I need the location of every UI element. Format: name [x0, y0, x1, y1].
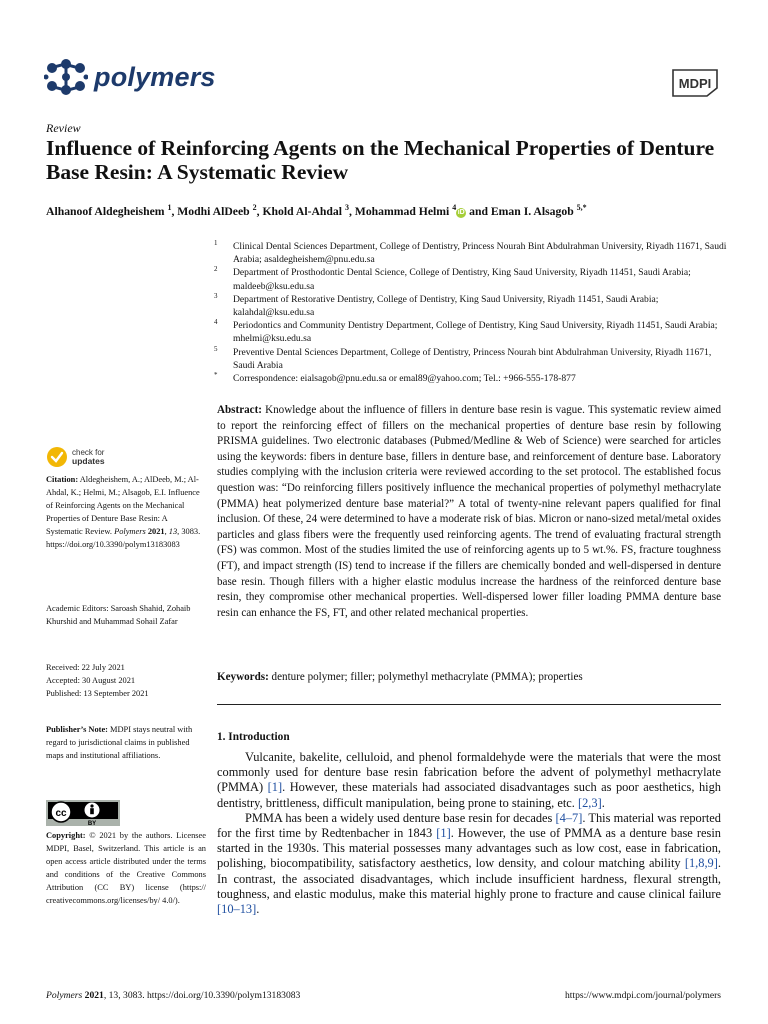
- author-name[interactable]: Eman I. Alsagob: [490, 204, 574, 218]
- abstract-label: Abstract:: [217, 404, 262, 416]
- affiliation-text: Preventive Dental Sciences Department, College of Dentistry, Princess Nourah bint Abdulrahman University, Riyadh 11671, Saudi Arabia: [233, 346, 712, 371]
- affiliation-marker: 5,*: [576, 203, 587, 212]
- author-name[interactable]: Khold Al-Ahdal: [262, 204, 343, 218]
- check-for-updates-button[interactable]: [46, 446, 105, 468]
- paragraph: [217, 750, 721, 811]
- affiliation: [214, 319, 734, 345]
- svg-text:cc: cc: [55, 808, 67, 819]
- affiliation-marker: 1: [167, 203, 172, 212]
- author-name[interactable]: Modhi AlDeeb: [177, 204, 250, 218]
- journal-logo[interactable]: [44, 58, 216, 96]
- keywords-label: Keywords:: [217, 671, 269, 683]
- keywords-text: denture polymer; filler; polymethyl methacrylate (PMMA); properties: [271, 671, 583, 683]
- publishers-note-text: MDPI stays neutral with regard to jurisdictional claims in published maps and institutional affiliations.: [46, 725, 193, 760]
- citation-volume: 13: [168, 527, 178, 536]
- citation-link[interactable]: [10–13]: [217, 902, 257, 917]
- cc-by-license-icon[interactable]: [46, 800, 120, 826]
- copyright-text: © 2021 by the authors. Licensee MDPI, Basel, Switzerland. This article is an open access article distributed under the terms and conditions of the Creative Commons Attribution (CC BY) license (https:// creativecommons.org/licenses/by/ 4.0/).: [46, 831, 206, 905]
- correspondence-text: Correspondence: eialsagob@pnu.edu.sa or emal89@yahoo.com; Tel.: +966-555-178-877: [233, 373, 576, 385]
- citation-link[interactable]: [2,3]: [577, 795, 602, 810]
- text-run: Vulcanite, bakelite, celluloid, and phenol formaldehyde were the materials that were the most commonly used for denture base resin fabrication before the advent of polymethyl methacrylate (PMMA): [217, 750, 721, 795]
- citation-year: 2021: [147, 527, 165, 536]
- text-run: .: [256, 902, 260, 917]
- accepted-date: Accepted: 30 August 2021: [46, 676, 136, 685]
- footer-journal: Polymers: [46, 990, 83, 1001]
- mdpi-logo[interactable]: [669, 68, 721, 98]
- affiliation-number: 1: [214, 239, 218, 247]
- citation-text: Aldegheishem, A.; AlDeeb, M.; Al-Ahdal, K.; Helmi, M.; Alsagob, E.I. Influence of Reinforcing Agents on the Mechanical Properties of Denture Base Resin: A Systematic Review.: [46, 475, 200, 536]
- affiliation: [214, 266, 734, 292]
- affiliation-marker: 2: [252, 203, 257, 212]
- paragraph: [217, 811, 721, 917]
- check-updates-label: [72, 448, 105, 466]
- received-date: Received: 22 July 2021: [46, 663, 125, 672]
- check-updates-line1: check for: [72, 448, 105, 457]
- text-run: PMMA has been a widely used denture base resin for decades: [245, 810, 556, 825]
- affiliation-marker: 4: [452, 203, 457, 212]
- published-date: Published: 13 September 2021: [46, 689, 149, 698]
- citation-journal: Polymers: [114, 527, 146, 536]
- affiliations: [214, 240, 734, 385]
- publishers-note-label: Publisher’s Note:: [46, 725, 108, 734]
- citation-link[interactable]: [1,8,9]: [684, 856, 718, 871]
- orcid-icon[interactable]: iD: [457, 208, 465, 216]
- section-heading: 1. Introduction: [217, 731, 290, 743]
- check-updates-line2: updates: [72, 456, 105, 466]
- authors-conjunction: and: [469, 204, 488, 218]
- correspondence: [214, 372, 734, 385]
- author-list: Alhanoof Aldegheishem $^1$, Modhi AlDeeb $^2$, Khold Al-Ahdal $^3$, Mohammad Helmi $^4$iD and Eman I. Alsagob $^{5,*}$: [46, 203, 587, 218]
- affiliation-text: Department of Restorative Dentistry, College of Dentistry, King Saud University, Riyadh 11451, Saudi Arabia; kalahdal@ksu.edu.sa: [233, 293, 659, 319]
- journal-url[interactable]: https://www.mdpi.com/journal/polymers: [564, 990, 721, 1001]
- affiliation-number: 4: [214, 318, 218, 327]
- citation-link[interactable]: [1]: [436, 826, 451, 841]
- affiliation-text: Clinical Dental Sciences Department, College of Dentistry, Princess Nourah Bint Abdulrahman University, Riyadh 11671, Saudi Arabia; asaldegheishem@pnu.edu.sa: [233, 241, 727, 266]
- text-run: . In contrast, the associated disadvantages, which include insufficient hardness, flexural strength, toughness, and elastic modulus, make this material highly prone to fracture and cause clinical failure: [217, 856, 721, 901]
- text-run: . However, the use of PMMA as a denture base resin started in the 1930s. This material possesses many advantages such as low cost, ease in fabrication, polishing, biocompatibility, satisfactory aesthetics, low density, and colour matching ability: [217, 826, 721, 871]
- affiliation: [214, 293, 734, 319]
- footer-citation: [46, 990, 300, 1001]
- cc-badge-text: BY: [87, 821, 97, 826]
- publication-dates: [46, 661, 206, 700]
- check-updates-icon: [46, 446, 68, 468]
- copyright-label: Copyright:: [46, 831, 86, 840]
- publishers-note: [46, 723, 206, 762]
- abstract: [217, 403, 721, 621]
- text-run: .: [601, 795, 605, 810]
- affiliation-number: *: [214, 371, 218, 380]
- affiliation-text: Periodontics and Community Dentistry Department, College of Dentistry, King Saud University, Riyadh 11451, Saudi Arabia; mhelmi@ksu.edu.sa: [233, 320, 718, 345]
- polymers-molecule-icon: [44, 58, 88, 96]
- citation-link[interactable]: [4–7]: [555, 810, 583, 825]
- text-run: . However, these materials had associated disadvantages such as poor aesthetics, high dentistry, brittleness, difficult manipulation, being prone to staining, etc.: [217, 780, 721, 810]
- citation-doi[interactable]: , 3083. https://doi.org/10.3390/polym13183083: [46, 527, 201, 549]
- copyright-notice: [46, 829, 206, 907]
- journal-name: polymers: [94, 61, 216, 92]
- affiliation-marker: 3: [344, 203, 349, 212]
- divider: [217, 704, 721, 705]
- introduction-body: [217, 750, 721, 917]
- affiliation-number: 3: [214, 291, 218, 300]
- citation-label: Citation:: [46, 475, 79, 484]
- footer-year: 2021: [84, 990, 104, 1001]
- text-run: . This material was reported for the first time by Redtenbacher in 1843: [217, 810, 721, 841]
- affiliation: [214, 346, 734, 372]
- article-title: Influence of Reinforcing Agents on the Mechanical Properties of Denture Base Resin: A Systematic Review: [46, 136, 715, 184]
- article-type: Review: [46, 121, 81, 135]
- academic-editors: Academic Editors: Saroash Shahid, Zohaib Khurshid and Muhammad Sohail Zafar: [46, 604, 191, 626]
- affiliation-number: 2: [214, 265, 218, 274]
- abstract-text: Knowledge about the influence of fillers in denture base resin is vague. This systematic review aimed to report the reinforcing effect of fillers on the mechanical properties of denture base resin by following PRISMA guidelines. Two electronic databases (Pubmed/Medline & Web of Science) were searched for articles using the keywords: fibers in denture base, fillers in denture base, and reinforcement of denture base. Laboratory studies complying with the inclusion criteria were reviewed according to the set protocol. The established focus question was: “Do reinforcing fillers positively influence the mechanical properties of polymethyl methacrylate (PMMA) heat polymerized denture base material?” A total of twenty-nine relevant papers qualified for final inclusion. Of these, 24 were determined to have a moderate risk of bias. Micron or nano-sized metal/metal oxides particles and glass fibers were the frequently used reinforcing agents. The trend of evaluating fractural strength (FS) was common. Most of the studies limited the use of reinforcing agents up to 5 wt.%. FS, fracture toughness (FT), and impact strength (IS) tend to increase if the fillers are chemically bonded and well-dispersed in denture base resin. Though fillers with a higher elastic modulus increase the hardness of the reinforced denture base resin, they compromise other mechanical properties. Well-dispersed lower filler loading PMMA denture base resin can enhance the FS, FT, and other related mechanical properties.: [217, 404, 721, 619]
- affiliation-text: Department of Prosthodontic Dental Science, College of Dentistry, King Saud University, Riyadh 11451, Saudi Arabia; maldeeb@ksu.edu.sa: [233, 267, 691, 292]
- author-name[interactable]: Alhanoof Aldegheishem: [46, 204, 165, 218]
- citation-block: Citation: Aldegheishem, A.; AlDeeb, M.; Al-Ahdal, K.; Helmi, M.; Alsagob, E.I. Influence of Reinforcing Agents on the Mechanical Properties of Denture Base Resin: A Systematic Review. Polymers 2021, 13, 3083. https://doi.org/10.3390/polym13183083: [46, 475, 201, 549]
- citation-link[interactable]: [1]: [267, 780, 283, 795]
- affiliation-number: 5: [214, 344, 218, 353]
- mdpi-logo-text: MDPI: [678, 76, 712, 91]
- keywords: [217, 671, 721, 683]
- footer-doi[interactable]: , 13, 3083. https://doi.org/10.3390/polym13183083: [103, 990, 301, 1001]
- author-name[interactable]: Mohammad Helmi: [354, 204, 450, 218]
- affiliation: [214, 240, 734, 266]
